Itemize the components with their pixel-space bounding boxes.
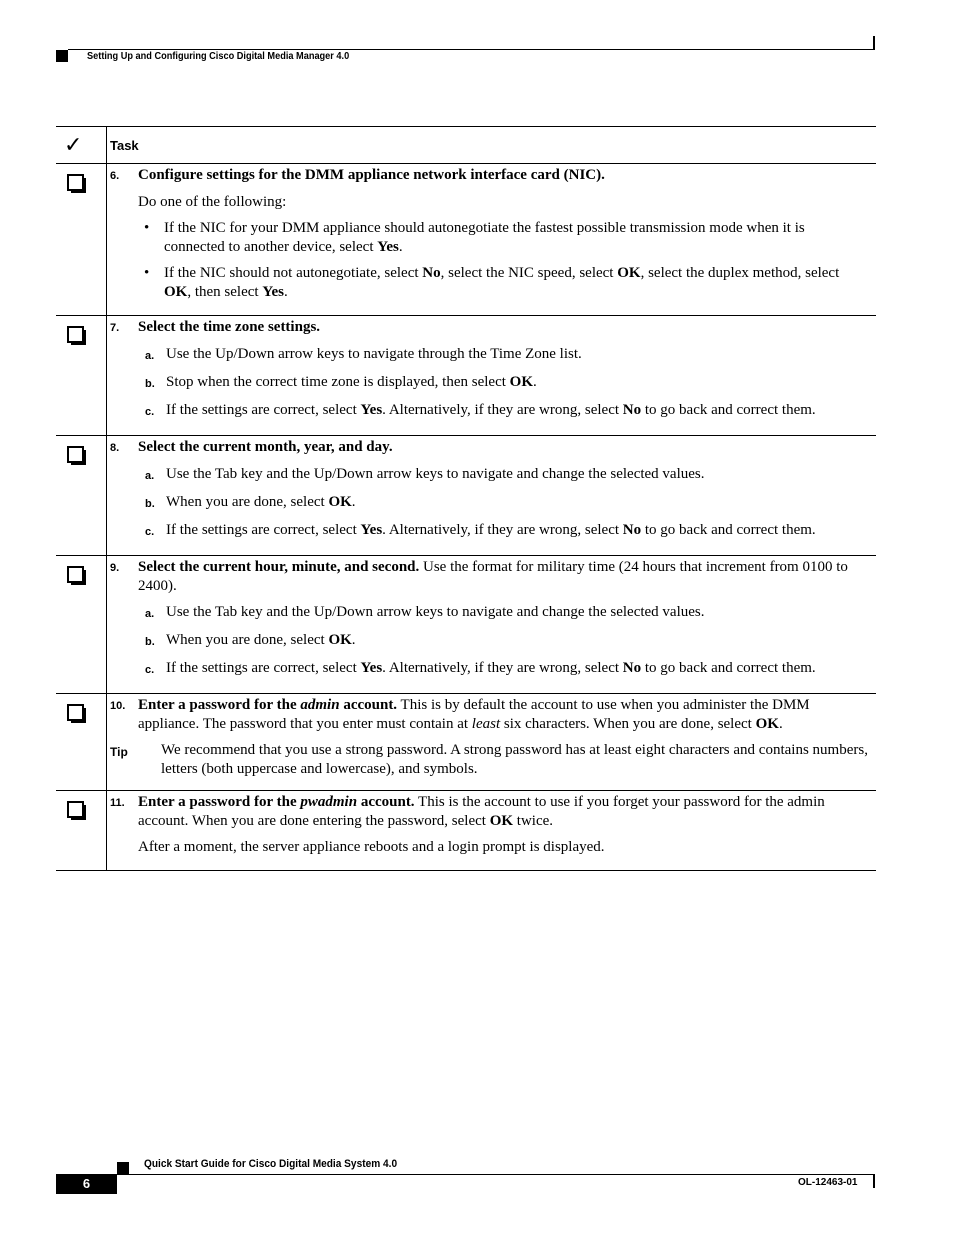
running-header-title: Setting Up and Configuring Cisco Digital Media Manager 4.0 — [87, 51, 350, 62]
header-rule — [68, 49, 875, 50]
step-title: Select the current month, year, and day. — [138, 439, 393, 455]
footer-edge-mark — [873, 1175, 875, 1188]
substep: b. When you are done, select OK. — [145, 632, 356, 648]
step-number: 11. — [110, 797, 125, 809]
checkbox-cell — [56, 556, 107, 694]
footer-book-title: Quick Start Guide for Cisco Digital Media System 4.0 — [144, 1158, 398, 1170]
task-cell — [107, 316, 877, 436]
step-title: Enter a password for the admin account. This is by default the account to use when you administer the DMM appliance. The password that you enter must contain at least six characters. When you are done, select OK. — [138, 697, 810, 732]
task-column-header: Task — [107, 127, 877, 164]
page-number: 6 — [56, 1174, 117, 1194]
tip-note — [110, 741, 868, 779]
list-item: • If the NIC for your DMM appliance should autonegotiate the fastest possible transmission mode when it is connected to another device, select Yes. — [144, 220, 805, 255]
step-title: Enter a password for the pwadmin account. This is the account to use if you forget your password for the admin account. When you are done entering the password, select OK twice. — [138, 794, 825, 829]
checkbox-cell — [56, 694, 107, 791]
checkbox-cell — [56, 436, 107, 556]
step-title: Select the time zone settings. — [138, 319, 321, 335]
doc-number: OL-12463-01 — [798, 1177, 858, 1188]
checkbox-icon[interactable] — [67, 801, 84, 818]
checkbox-icon[interactable] — [67, 326, 84, 343]
checkbox-cell — [56, 164, 107, 316]
step-number: 7. — [110, 322, 120, 334]
checkmark-header: ✓ — [56, 127, 107, 164]
table-row — [56, 164, 876, 316]
footer-rule — [117, 1174, 875, 1175]
substep: c. If the settings are correct, select Yes. Alternatively, if they are wrong, select No to go back and correct them. — [145, 402, 816, 418]
task-cell — [107, 164, 877, 316]
substep: b. Stop when the correct time zone is displayed, then select OK. — [145, 374, 537, 390]
substep: c. If the settings are correct, select Yes. Alternatively, if they are wrong, select No to go back and correct them. — [145, 522, 816, 538]
task-cell — [107, 436, 877, 556]
step-title: Configure settings for the DMM appliance network interface card (NIC). — [138, 167, 605, 183]
step-note: After a moment, the server appliance reboots and a login prompt is displayed. — [138, 839, 605, 855]
list-item: • If the NIC should not autonegotiate, select No, select the NIC speed, select OK, select the duplex method, select OK, then select Yes. — [144, 265, 840, 300]
step-number: 6. — [110, 170, 120, 182]
table-row — [56, 316, 876, 436]
bullet-icon: • — [144, 265, 150, 281]
tip-text: We recommend that you use a strong password. A strong password has at least eight characters and contains numbers, letters (both uppercase and lowercase), and symbols. — [161, 742, 868, 777]
substep: c. If the settings are correct, select Yes. Alternatively, if they are wrong, select No to go back and correct them. — [145, 660, 816, 676]
task-checklist-table — [56, 126, 876, 871]
checkbox-icon[interactable] — [67, 174, 84, 191]
substep: a. Use the Up/Down arrow keys to navigate through the Time Zone list. — [145, 346, 582, 362]
step-intro: Do one of the following: — [138, 194, 287, 210]
table-row — [56, 791, 876, 871]
bullet-icon: • — [144, 220, 150, 236]
step-number: 9. — [110, 562, 120, 574]
substep: b. When you are done, select OK. — [145, 494, 356, 510]
task-cell — [107, 791, 877, 871]
checkbox-cell — [56, 791, 107, 871]
table-row — [56, 694, 876, 791]
task-cell — [107, 694, 877, 791]
table-row — [56, 556, 876, 694]
table-header-row — [56, 127, 876, 164]
tip-label: Tip — [110, 745, 128, 759]
step-number: 8. — [110, 442, 120, 454]
header-edge-mark — [873, 36, 875, 50]
checkbox-icon[interactable] — [67, 566, 84, 583]
checkbox-icon[interactable] — [67, 446, 84, 463]
substep: a. Use the Tab key and the Up/Down arrow keys to navigate and change the selected values. — [145, 604, 705, 620]
table-row — [56, 436, 876, 556]
footer-marker — [117, 1162, 129, 1174]
checkbox-icon[interactable] — [67, 704, 84, 721]
checkbox-cell — [56, 316, 107, 436]
task-cell — [107, 556, 877, 694]
substep: a. Use the Tab key and the Up/Down arrow keys to navigate and change the selected values. — [145, 466, 705, 482]
header-marker — [56, 50, 68, 62]
step-number: 10. — [110, 700, 126, 712]
step-title: Select the current hour, minute, and second. Use the format for military time (24 hours that increment from 0100 to 2400). — [138, 559, 848, 594]
